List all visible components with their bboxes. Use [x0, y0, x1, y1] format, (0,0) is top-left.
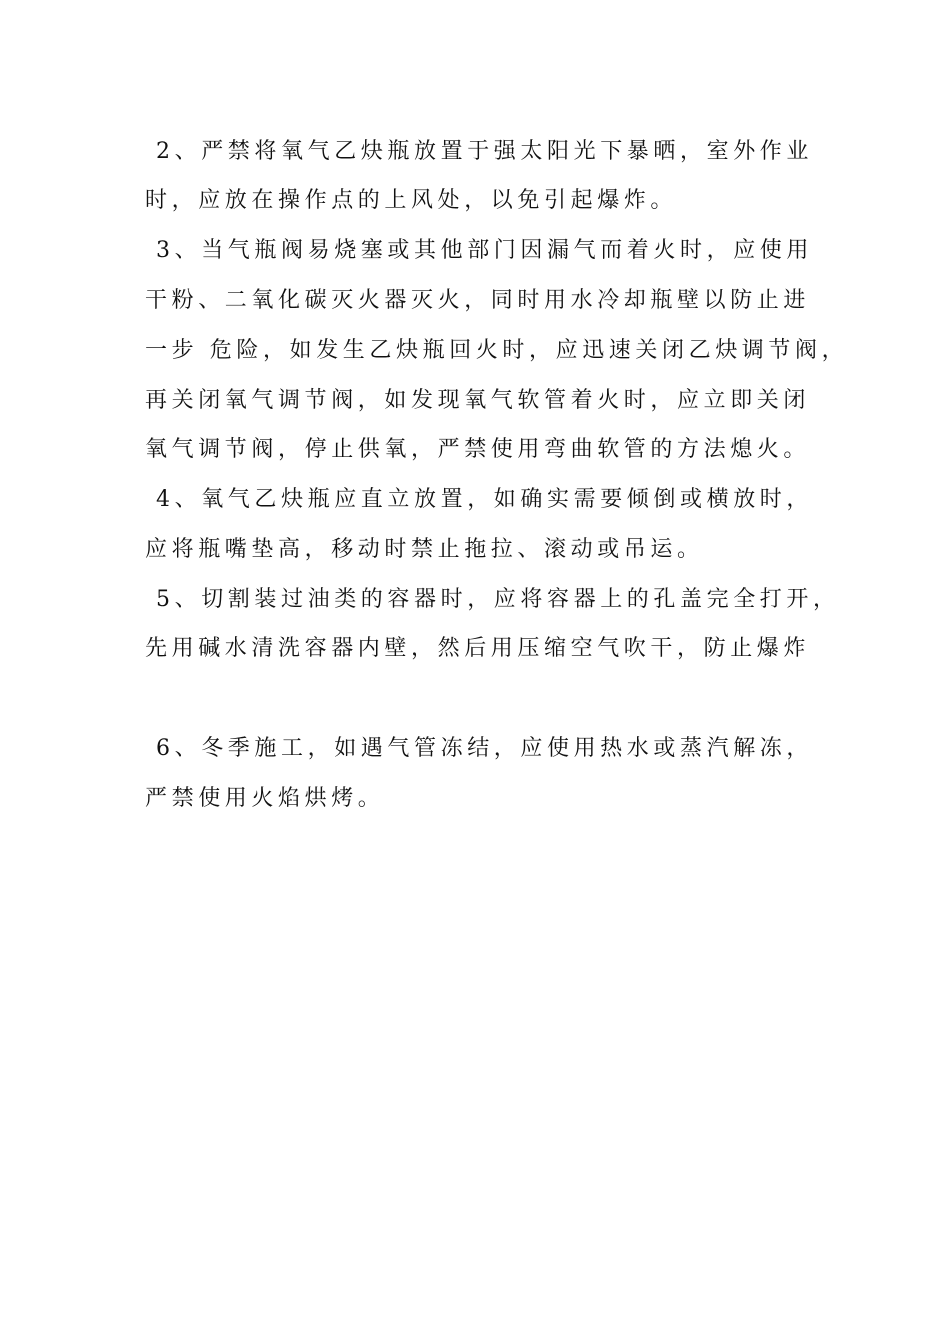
item-3-line-1: 3、当气瓶阀易烧塞或其他部门因漏气而着火时，应使用 — [156, 238, 813, 263]
item-6-line-1: 6、冬季施工，如遇气管冻结，应使用热水或蒸汽解冻， — [156, 736, 813, 761]
item-5-line-1: 5、切割装过油类的容器时，应将容器上的孔盖完全打开， — [156, 587, 840, 612]
item-6-line-2: 严禁使用火焰烘烤。 — [145, 786, 385, 811]
item-3-line-2: 干粉、二氧化碳灭火器灭火，同时用水冷却瓶壁以防止进 — [145, 288, 811, 313]
item-3-line-5: 氧气调节阀，停止供氧，严禁使用弯曲软管的方法熄火。 — [145, 437, 811, 462]
item-2-line-1: 2、严禁将氧气乙炔瓶放置于强太阳光下暴晒，室外作业 — [156, 139, 813, 164]
item-4-line-1: 4、氧气乙炔瓶应直立放置，如确实需要倾倒或横放时， — [156, 487, 813, 512]
item-4-line-2: 应将瓶嘴垫高，移动时禁止拖拉、滚动或吊运。 — [145, 537, 704, 562]
item-3-line-4: 再关闭氧气调节阀，如发现氧气软管着火时，应立即关闭 — [145, 388, 811, 413]
item-5-line-2: 先用碱水清洗容器内壁，然后用压缩空气吹干，防止爆炸 — [145, 636, 811, 661]
item-3-line-3: 一步 危险，如发生乙炔瓶回火时，应迅速关闭乙炔调节阀， — [145, 338, 849, 363]
item-2-line-2: 时，应放在操作点的上风处，以免引起爆炸。 — [145, 188, 678, 213]
